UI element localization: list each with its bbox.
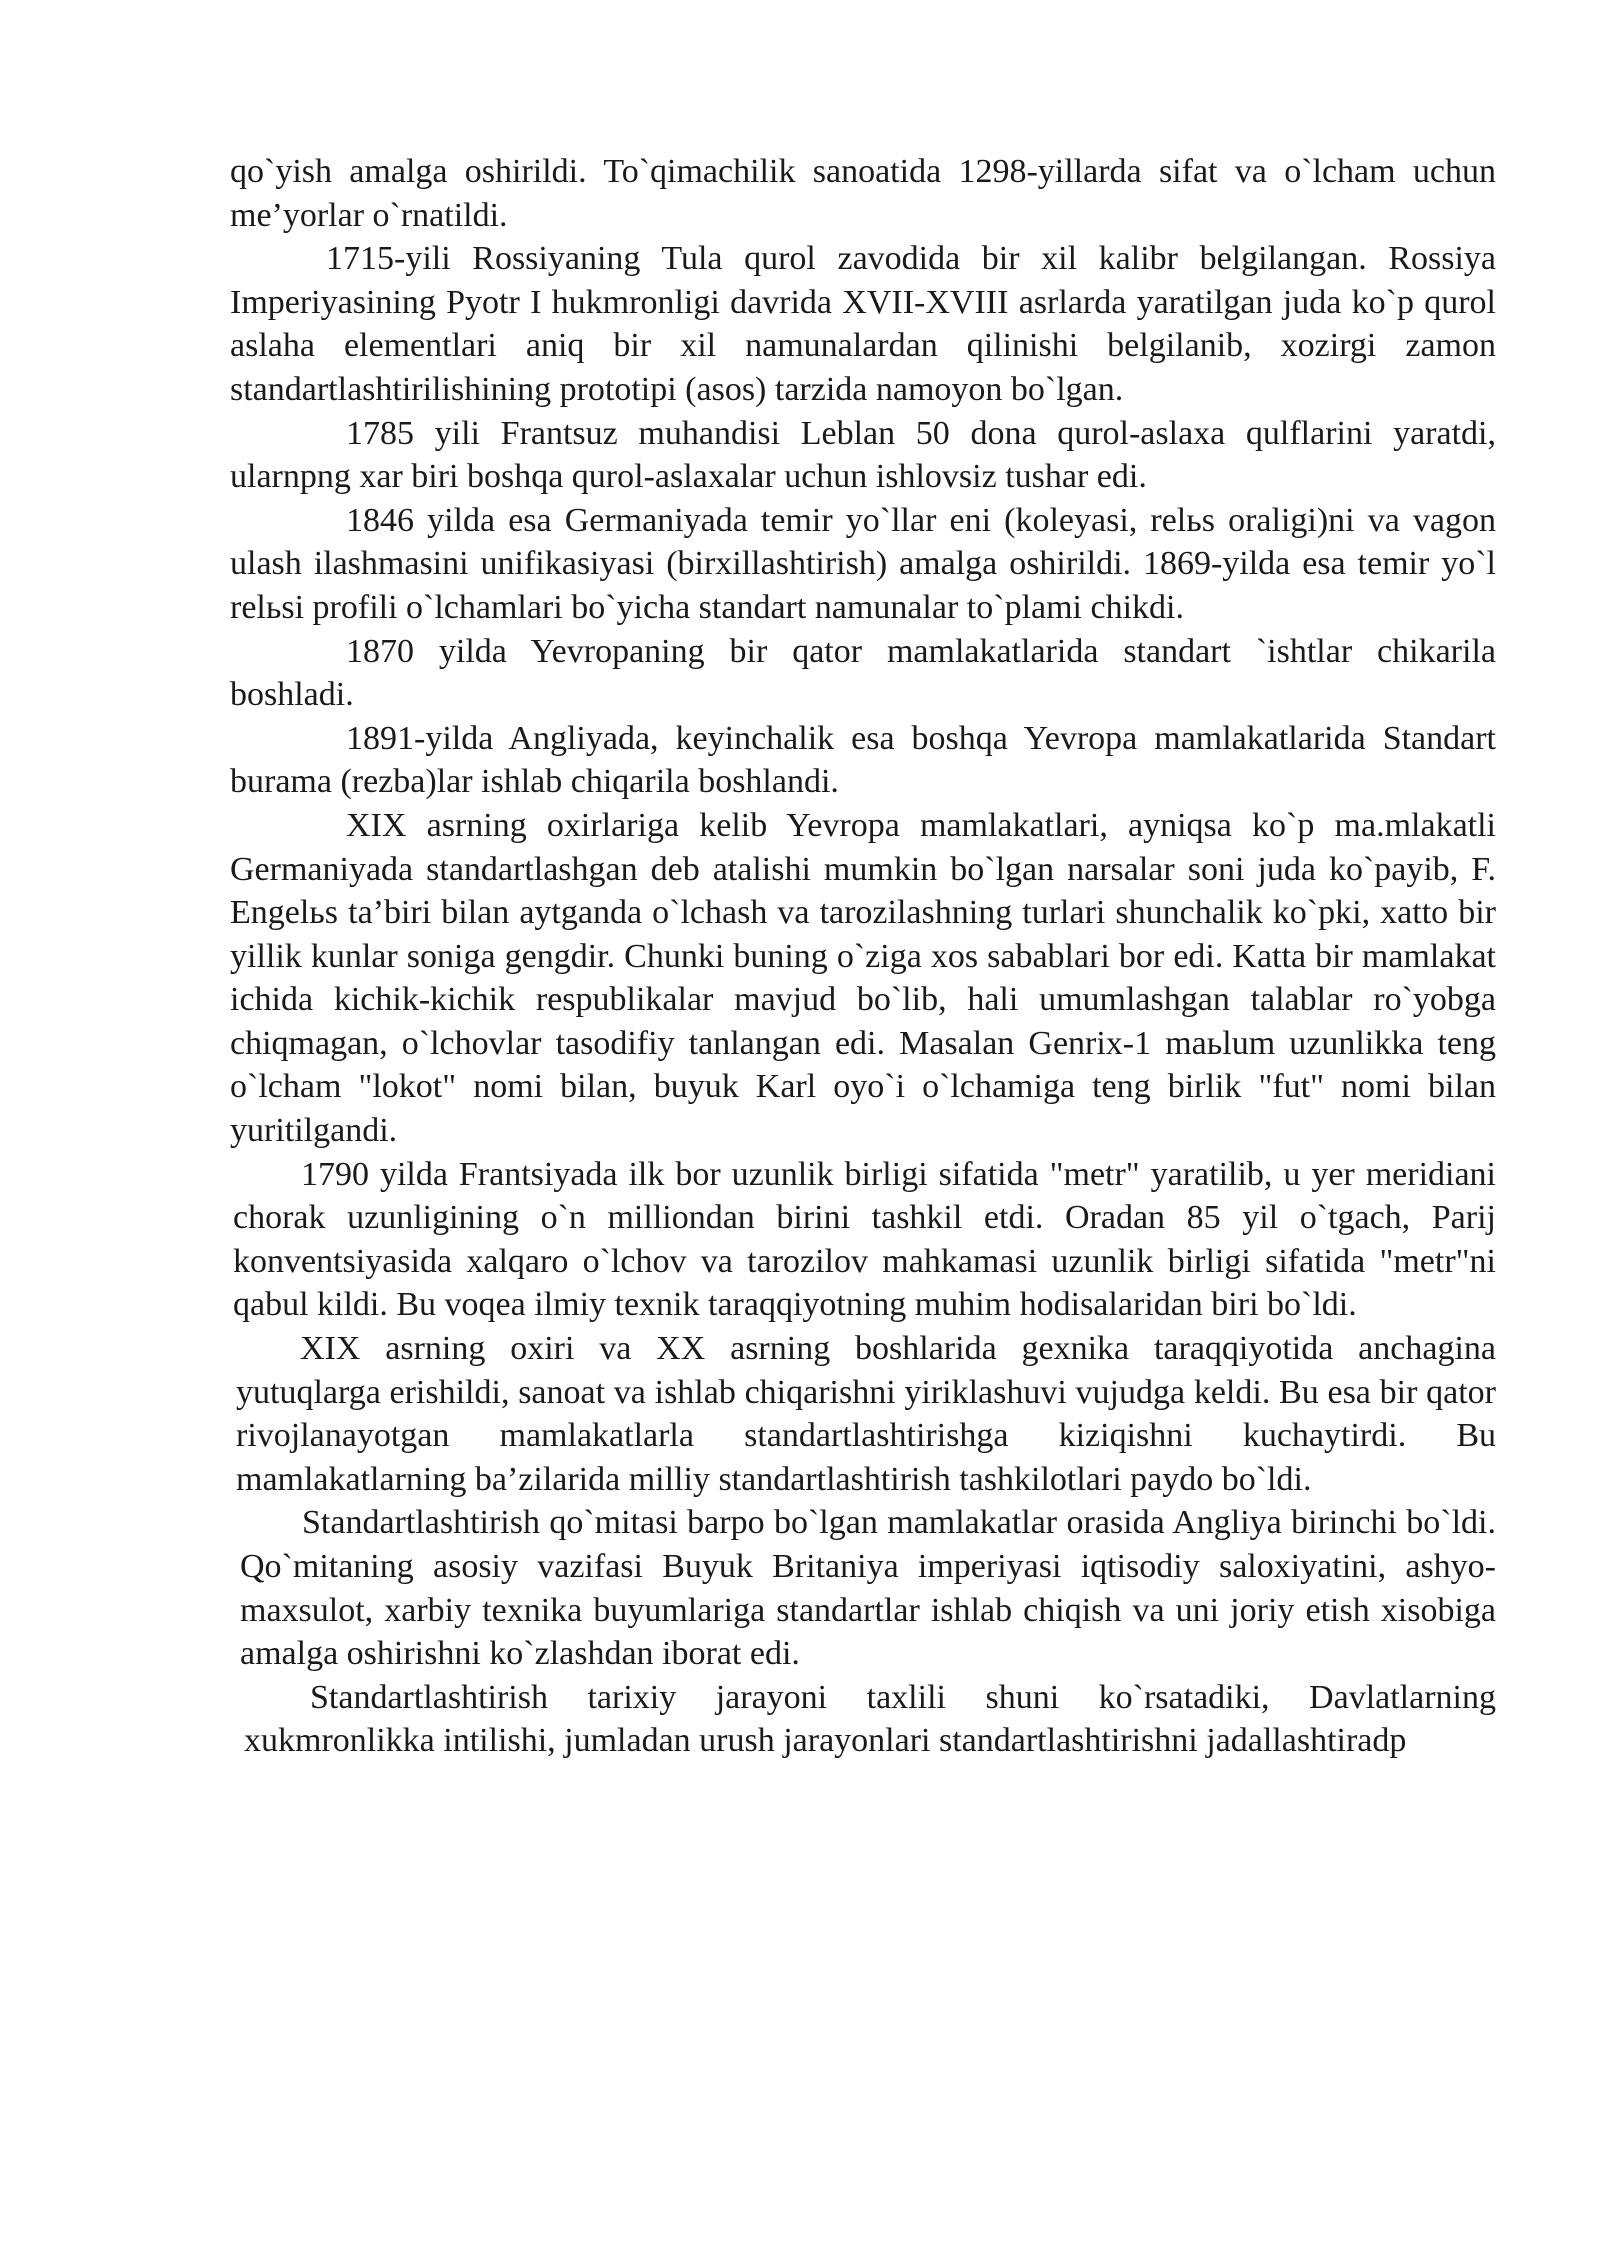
paragraph-9: XIX asrning oxiri va XX asrning boshlarida gexnika taraqqiyotida anchagina yutuqlarga erishildi, sanoat va ishlab chiqarishni yiriklashuvi vujudga keldi. Bu esa bir qator rivojlanayotgan mamlakatlarla standartlashtirishga kiziqishni kuchaytirdi. Bu mamlakatlarning ba’zilarida milliy standartlashtirish tashkilotlari paydo bo`ldi. [236, 1330, 1496, 1498]
paragraph-6: 1891-yilda Angliyada, keyinchalik esa boshqa Yevropa mamlakatlarida Standart burama (rezba)lar ishlab chiqarila boshlandi. [230, 719, 1496, 801]
paragraph-5: 1870 yilda Yevropaning bir qator mamlakatlarida standart `ishtlar chikarila boshladi. [230, 632, 1496, 714]
paragraph-4: 1846 yilda esa Germaniyada temir yo`llar eni (koleyasi, relьs oraligi)ni va vagon ulash ilashmasini unifikasiyasi (birxillashtirish) amalga oshirildi. 1869-yilda esa temir yo`l relьsi profili o`lchamlari bo`yicha standart namunalar to`plami chikdi. [230, 501, 1496, 626]
paragraph-3: 1785 yili Frantsuz muhandisi Leblan 50 dona qurol-aslaxa qulflarini yaratdi, ularnpng xar biri boshqa qurol-aslaxalar uchun ishlovsiz tushar edi. [230, 414, 1496, 496]
document-page [230, 150, 1496, 1763]
paragraph-10: Standartlashtirish qo`mitasi barpo bo`lgan mamlakatlar orasida Angliya birinchi bo`ldi. Qo`mitaning asosiy vazifasi Buyuk Britaniya imperiyasi iqtisodiy saloxiyatini, ashyo-maxsulot, xarbiy texnika buyumlariga standartlar ishlab chiqish va uni joriy etish xisobiga amalga oshirishni ko`zlashdan iborat edi. [240, 1504, 1496, 1673]
paragraph-1: qo`yish amalga oshirildi. To`qimachilik sanoatida 1298-yillarda sifat va o`lcham uchun me’yorlar o`rnatildi. [230, 153, 1496, 234]
paragraph-11: Standartlashtirish tarixiy jarayoni taxlili shuni ko`rsatadiki, Davlatlarning xukmronlikka intilishi, jumladan urush jarayonlari standartlashtirishni jadallashtiradp [244, 1678, 1496, 1760]
paragraph-8: 1790 yilda Frantsiyada ilk bor uzunlik birligi sifatida "metr" yaratilib, u yer meridiani chorak uzunligining o`n milliondan birini tashkil etdi. Oradan 85 yil o`tgach, Parij konventsiyasida xalqaro o`lchov va tarozilov mahkamasi uzunlik birligi sifatida "metr"ni qabul kildi. Bu voqea ilmiy texnik taraqqiyotning muhim hodisalaridan biri bo`ldi. [233, 1155, 1496, 1324]
paragraph-2: 1715-yili Rossiyaning Tula qurol zavodida bir xil kalibr belgilangan. Rossiya Imperiyasining Pyotr I hukmronligi davrida XVII-XVIII asrlarda yaratilgan juda ko`p qurol aslaha elementlari aniq bir xil namunalardan qilinishi belgilanib, xozirgi zamon standartlashtirilishining prototipi (asos) tarzida namoyon bo`lgan. [230, 240, 1496, 408]
paragraph-7: XIX asrning oxirlariga kelib Yevropa mamlakatlari, ayniqsa ko`p ma.mlakatli Germaniyada standartlashgan deb atalishi mumkin bo`lgan narsalar soni juda ko`payib, F. Engelьs ta’biri bilan aytganda o`lchash va tarozilashning turlari shunchalik ko`pki, xatto bir yillik kunlar soniga gengdir. Chunki buning o`ziga xos sabablari bor edi. Katta bir mamlakat ichida kichik-kichik respublikalar mavjud bo`lib, hali umumlashgan talablar ro`yobga chiqmagan, o`lchovlar tasodifiy tanlangan edi. Masalan Genrix-1 maьlum uzunlikka teng o`lcham "lokot" nomi bilan, buyuk Karl oyo`i o`lchamiga teng birlik "fut" nomi bilan yuritilgandi. [230, 806, 1496, 1150]
